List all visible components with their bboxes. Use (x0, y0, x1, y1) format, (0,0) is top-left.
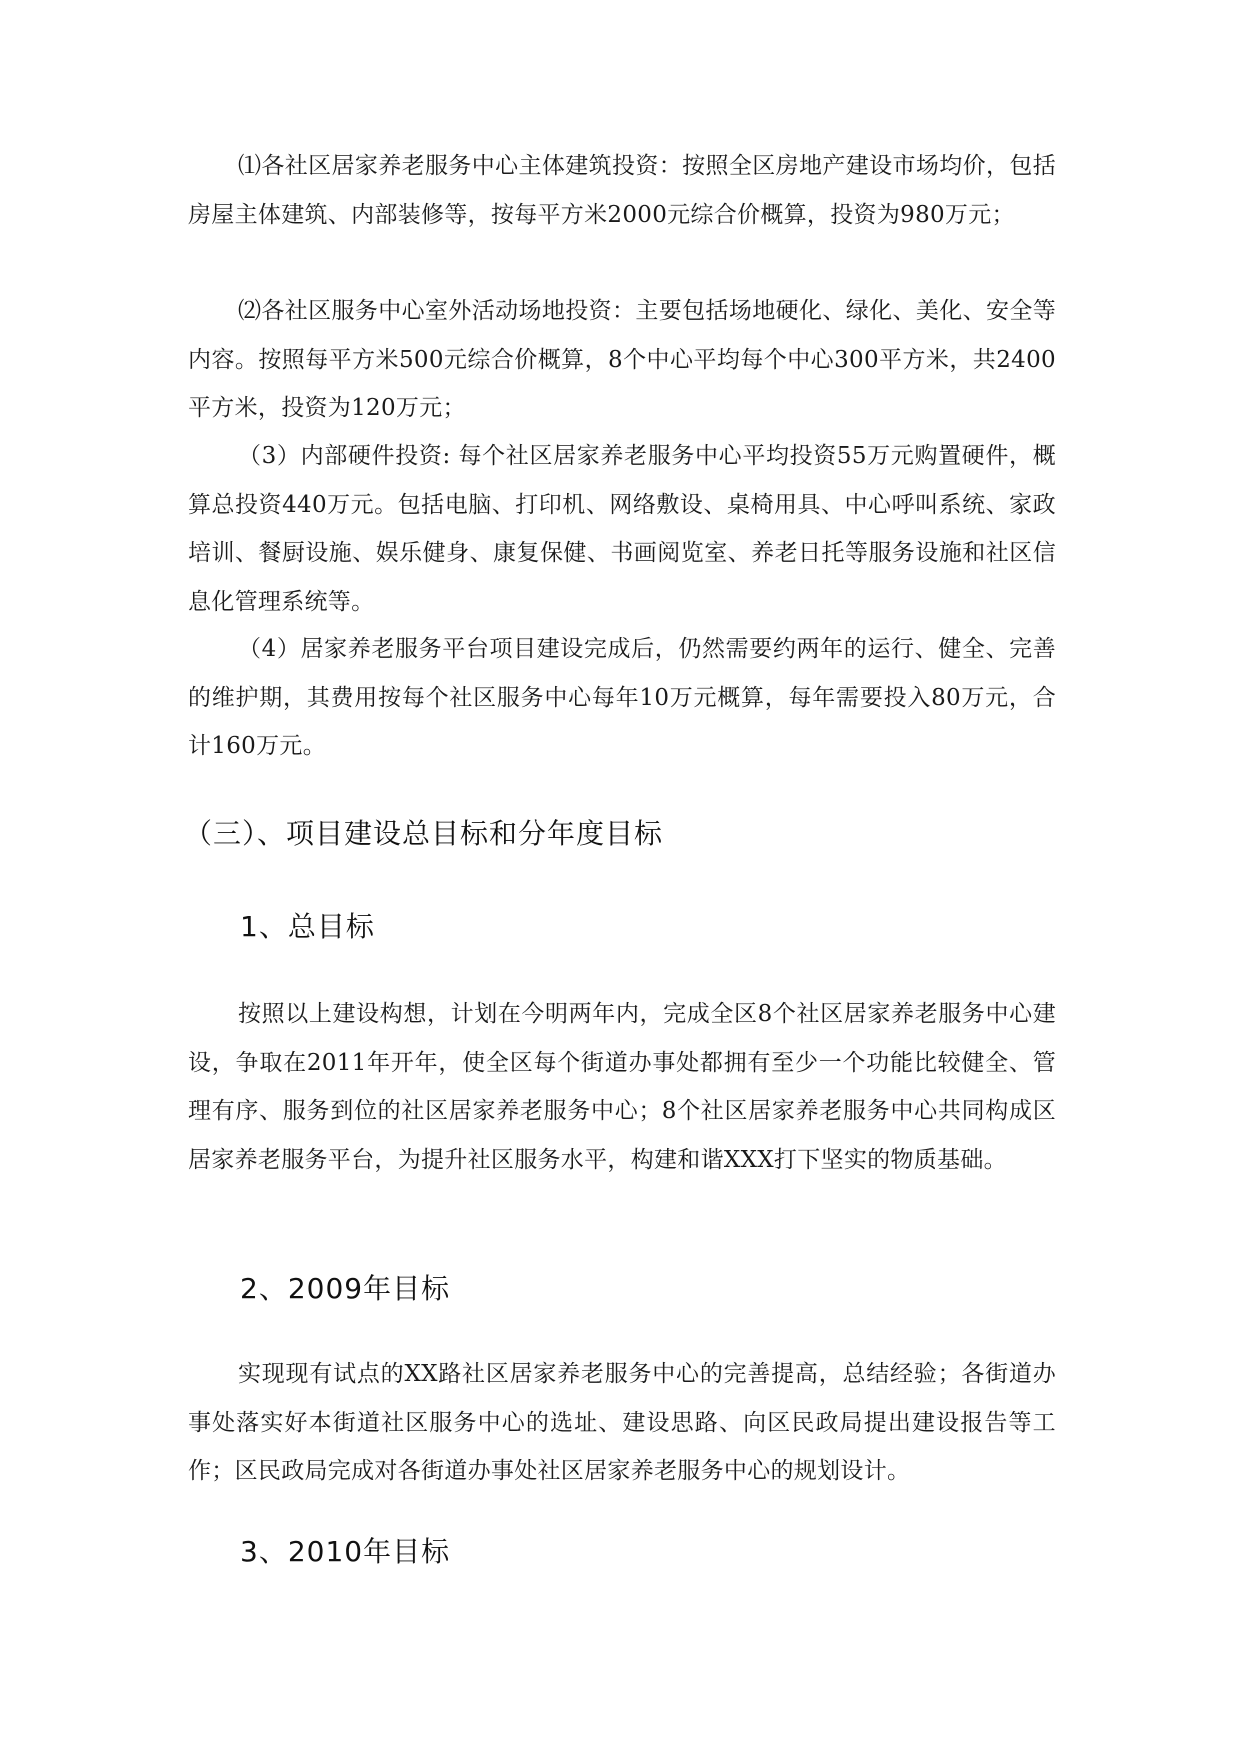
goal-2-heading: 2、2009年目标 (240, 1272, 451, 1305)
investment-item-4: （4）居家养老服务平台项目建设完成后，仍然需要约两年的运行、健全、完善的维护期，其费用按每个社区服务中心每年10万元概算，每年需要投入80万元，合计160万元。 (188, 636, 1056, 759)
investment-item-1: ⑴各社区居家养老服务中心主体建筑投资：按照全区房地产建设市场均价，包括房屋主体建筑、内部装修等，按每平方米2000元综合价概算，投资为980万元； (188, 153, 1056, 228)
investment-item-3: （3）内部硬件投资: 每个社区居家养老服务中心平均投资55万元购置硬件，概算总投资440万元。包括电脑、打印机、网络敷设、桌椅用具、中心呼叫系统、家政培训、餐厨设施、娱乐健身、康复保健、书画阅览室、养老日托等服务设施和社区信息化管理系统等。 (188, 443, 1056, 615)
goal-1-heading: 1、总目标 (240, 910, 375, 943)
section-heading: （三）、项目建设总目标和分年度目标 (184, 817, 664, 850)
goal-1-text: 按照以上建设构想，计划在今明两年内，完成全区8个社区居家养老服务中心建设，争取在2011年开年，使全区每个街道办事处都拥有至少一个功能比较健全、管理有序、服务到位的社区居家养老服务中心；8个社区居家养老服务中心共同构成区居家养老服务平台，为提升社区服务水平，构建和谐XXX打下坚实的物质基础。 (188, 1001, 1056, 1173)
goal-2-text: 实现现有试点的XX路社区居家养老服务中心的完善提高，总结经验；各街道办事处落实好本街道社区服务中心的选址、建设思路、向区民政局提出建设报告等工作；区民政局完成对各街道办事处社区居家养老服务中心的规划设计。 (188, 1361, 1056, 1484)
goal-3-heading: 3、2010年目标 (240, 1535, 451, 1568)
investment-item-2: ⑵各社区服务中心室外活动场地投资：主要包括场地硬化、绿化、美化、安全等内容。按照每平方米500元综合价概算，8个中心平均每个中心300平方米，共2400平方米，投资为120万元； (188, 298, 1056, 421)
